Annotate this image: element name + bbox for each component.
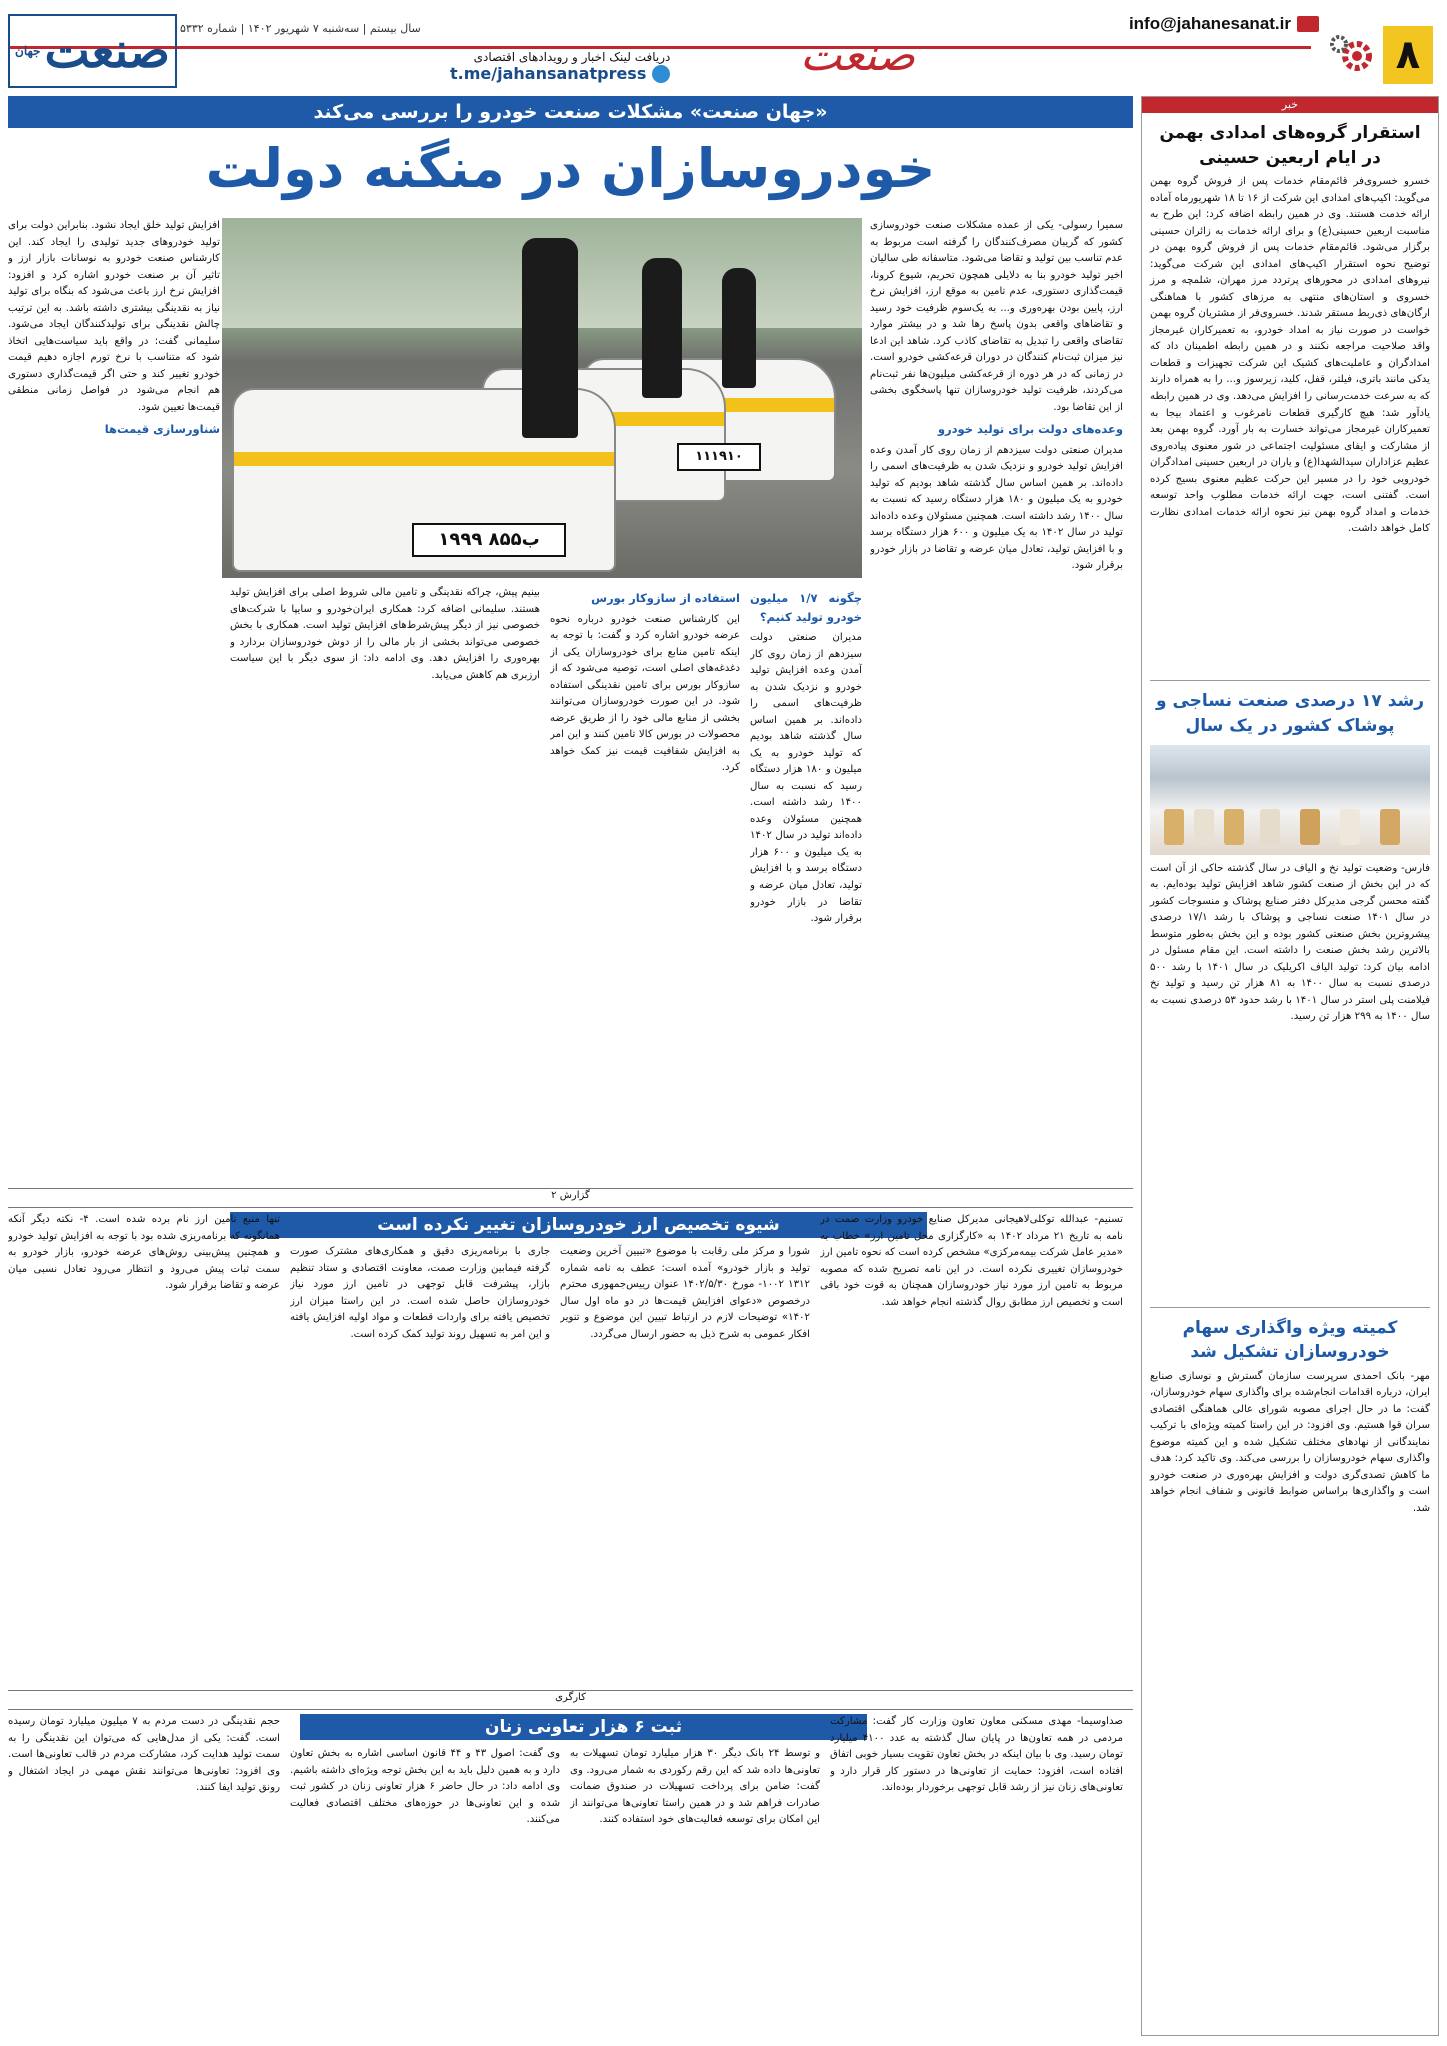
- report2-col-3: جاری با برنامه‌ریزی دقیق و همکاری‌های مشترک صورت گرفته فیمابین وزارت صمت، معاونت اقتصادی و ستاد تنظیم بازار، پیشرفت قابل توجهی در تامین ارز مورد نیاز خودروسازان حاصل شده است. در این راستا میزان ارز تخصیص یافته برای واردات قطعات و مواد اولیه افزایش یافته و این امر به تسهیل روند تولید کمک کرده است.: [290, 1246, 550, 1340]
- main-col-4: [230, 585, 540, 1153]
- main-col-2: [750, 585, 862, 1153]
- divider: [1150, 1307, 1430, 1308]
- main-kicker: «جهان صنعت» مشکلات صنعت خودرو را بررسی می‌کند: [8, 96, 1133, 128]
- section-logo: صنعت: [800, 30, 916, 81]
- report2-col-1: تسنیم- عبدالله توکلی‌لاهیجانی مدیرکل صنایع خودرو وزارت صمت در نامه به تاریخ ۲۱ مرداد ۱۴۰۲ به «کارگزاری محل تامین ارز» خطاب به «مدیر عامل شرکت بیمه‌مرکزی» مشخص کرده است که نحوه تامین ارز خودروسازان تغییری نکرده است. در این نامه تصریح شده که مصوبه مربوط به تامین ارز مورد نیاز خودروسازان همچنان به قوت خود باقی است و تخصیص ارز مطابق روال گذشته انجام خواهد شد.: [820, 1214, 1123, 1308]
- col2-text: مدیران صنعتی دولت سیزدهم از زمان روی کار آمدن وعده افزایش تولید خودرو و نزدیک شدن به ظرفیت‌های اسمی را داده‌اند. بر همین اساس سال گذشته شاهد بودیم که تولید خودرو به یک میلیون و ۱۸۰ هزار دستگاه رسید که نسبت به سال ۱۴۰۰ رشد داشته است. همچنین مسئولان وعده داده‌اند تولید در سال ۱۴۰۲ به یک میلیون و ۶۰۰ هزار دستگاه برسد و با افزایش تولید، تعادل میان عرضه و تقاضا در بازار خودرو برقرار شود.: [870, 444, 1123, 572]
- main-col-3: [550, 585, 740, 1153]
- report2-col-4: تنها منبع تامین ارز نام برده شده است. ۴- نکته دیگر آنکه همانگونه که برنامه‌ریزی شده بود با توجه به افزایش تولید خودرو و همچنین پیش‌بینی روش‌های عرضه خودرو، بازار خودرو به سمت ثبات پیش می‌رود و انتظار می‌رود تعادل نسبی میان عرضه و تقاضا برقرار شود.: [8, 1214, 280, 1292]
- report3-col-2: و توسط ۲۴ بانک دیگر ۳۰ هزار میلیارد تومان تسهیلات به تعاونی‌ها داده شد که این رقم رکوردی به شمار می‌رود. وی گفت: ضامن برای پرداخت تسهیلات در صندوق ضمانت صادرات فراهم شد و در همین راستا تعاونی‌ها می‌توانند از این امکان برای توسعه فعالیت‌های خود استفاده کنند.: [570, 1748, 820, 1826]
- contact-email[interactable]: [1129, 14, 1319, 34]
- masthead-logo: [8, 14, 177, 88]
- email-address: info@jahanesanat.ir: [1128, 14, 1291, 33]
- col2-heading2: چگونه ۱/۷ میلیون خودرو تولید کنیم؟: [750, 591, 862, 624]
- page-header: [0, 0, 1447, 90]
- header-rule: [8, 46, 1311, 49]
- band-label: گزارش ۲: [543, 1190, 598, 1201]
- col4-text: بینیم پیش، چراکه نقدینگی و تامین مالی شروط اصلی برای افزایش تولید هستند. سلیمانی اضافه کرد: همکاری ایران‌خودرو و سایپا با شرکت‌های خصوصی نیز از دیگر پیش‌شرط‌های افزایش تولید است. همکاری با بخش خصوصی می‌تواند بخشی از بار مالی را از دوش خودروسازان بردارد و بهره‌وری را افزایش دهد. وی ادامه داد: از سوی دیگر با این سیاست ارزبری هم کاهش می‌یابد.: [230, 587, 540, 681]
- telegram-icon: [652, 65, 670, 83]
- telegram-link[interactable]: [450, 64, 670, 83]
- col3-text: این کارشناس صنعت خودرو درباره نحوه عرضه خودرو اشاره کرد و گفت: با توجه به اینکه تامین منابع برای خودروسازان یکی از دغدغه‌های اصلی است، توصیه می‌شود که از سازوکار بورس برای تامین نقدینگی استفاده شود. در این صورت خودروسازان می‌توانند بخشی از منابع مالی خود را از طریق عرضه محصولات در بورس کالا تامین کنند و این امر به افزایش شفافیت قیمت نیز کمک خواهد کرد.: [550, 613, 740, 774]
- story3-body: مهر- بانک احمدی سرپرست سازمان گسترش و نوسازی صنایع ایران، درباره اقدامات انجام‌شده برای واگذاری سهام خودروسازان، گفت: ما در حال اجرای مصوبه شورای عالی هماهنگی اقتصادی سران قوا هستیم. وی افزود: در این راستا کمیته ویژه‌ای با ترکیب نمایندگانی از نهادهای مختلف تشکیل شده و این کمیته موضوع واگذاری سهام خودروسازان را بررسی می‌کند. وی تاکید کرد: هدف ما کاهش تصدی‌گری دولت و افزایش بهره‌وری در صنعت خودرو است و واگذاری‌ها براساس ضوابط قانونی و شفاف انجام خواهد شد.: [1150, 1370, 1430, 1514]
- report2-title: شیوه تخصیص ارز خودروسازان تغییر نکرده است: [230, 1212, 927, 1238]
- story1-title: استقرار گروه‌های امدادی بهمن در ایام اربعین حسینی: [1159, 123, 1421, 168]
- col5-heading: شناورسازی قیمت‌ها: [104, 422, 220, 437]
- telegram-promo: [450, 50, 670, 83]
- license-plate: ۱۹ب۸۵۵ ۹۹: [412, 523, 566, 557]
- col5-text: افزایش تولید خلق ایجاد نشود. بنابراین دولت برای تولید خودروهای جدید تولیدی را ایجاد کند. این کارشناس صنعت خودرو به نوسانات بازار ارز و تاثیر آن بر صنعت خودرو اشاره کرد و افزود: افزایش نرخ ارز باعث می‌شود که بنگاه برای تولید نیاز به نقدینگی بیشتری داشته باشد. به این ترتیب چالش نقدینگی برای تولیدکنندگان ایجاد می‌شود. سلیمانی گفت: در واقع باید سیاست‌هایی اتخاذ شود که متناسب با نرخ تورم اجازه دهیم قیمت خودرو تغییر کند و حتی اگر قیمت‌گذاری دستوری هم انجام می‌شود در فواصل زمانی منطقی قیمت‌ها تعیین شود.: [8, 220, 220, 413]
- masthead-sub: جهان: [15, 44, 41, 58]
- story1-body: خسرو خسروی‌فر قائم‌مقام خدمات پس از فروش گروه بهمن می‌گوید: اکیپ‌های امدادی این شرکت از ۱۶ تا ۱۸ شهریورماه آماده ارائه خدمت هستند. وی در همین رابطه اضافه کرد: این طرح به مناسبت اربعین حسینی(ع) و برای ارائه خدمات به زائران حسینی برگزار می‌شود. قائم‌مقام خدمات پس از فروش گروه بهمن در توضیح نحوه استقرار اکیپ‌های امدادی این شرکت می‌گوید: نیروهای امدادی در محورهای پرتردد مرز مهران، شلمچه و مرز خسروی و استان‌های منتهی به مرزهای کشور با هماهنگی ارگان‌های ذی‌ربط مستقر شدند. خسروی‌فر از مشتریان گروه بهمن خواست در صورت نیاز به امداد خودرو، به تعمیرکاران غیرمجاز واقد صلاحیت مراجعه نکنند و در همین رابطه اطمینان داد که امدادگران و عاملیت‌های کشیک این شرکت تجهیزات و قطعات یدکی مانند باتری، فیلتر، قفل، کلید، زیرسوز و... را به همراه دارند که به سرعت خدمت‌رسانی را افزایش می‌دهد. وی در همین رابطه یادآور شد: هیچ کارگیری قطعات نامرغوب و اعتماد بیجا به تعمیرکاران غیرمجاز می‌تواند خسارت به بار آورد. گروه بهمن بعد از مشارکت و ایفای مسئولیت اجتماعی در شور معنوی پیاده‌روی عظیم عزاداران سیدالشهدا(ع) و یاران در اربعین حسینی امدادگران خودرویی خود را در مسیر این حرکت عظیم معنوی بسیج کرده است. گفتنی است، جهت ارائه خدمات مطلوب واحد توسعه خدمات و امداد گروه بهمن نیز نحوه ارائه خدمات امدادی نظارت کامل خواهد داشت.: [1150, 176, 1430, 535]
- section-band: [8, 1188, 1133, 1208]
- right-column: [1141, 96, 1439, 2036]
- main-col-1: [870, 218, 1123, 1153]
- section-band: [8, 1690, 1133, 1710]
- person-shape: [522, 238, 578, 438]
- divider: [1150, 680, 1430, 681]
- main-col-5: [8, 218, 220, 1153]
- gear-icon: [1327, 30, 1375, 78]
- person-shape: [642, 258, 682, 398]
- story3-title: کمیته ویژه واگذاری سهام خودروسازان تشکیل شد: [1182, 1317, 1398, 1363]
- license-plate: ۱۱۱۹۱۰: [677, 443, 761, 471]
- report2-col-2: شورا و مرکز ملی رقابت با موضوع «تبیین آخرین وضعیت تولید و بازار خودرو» آمده است: عطف به نامه شماره ۱۳۱۲ ۱۰۰۲- مورخ ۱۴۰۲/۵/۳۰ عنوان رییس‌جمهوری محترم درخصوص «دعوای افزایش قیمت‌ها در دو ماه اول سال ۱۴۰۲» توضیحات لازم در ارتباط تبیین این موضوع و تنویر افکار عمومی به شرح ذیل به حضور ارسال می‌گردد.: [560, 1246, 810, 1340]
- person-shape: [722, 268, 756, 388]
- report3-col-1: صداوسیما- مهدی مسکنی معاون تعاون وزارت کار گفت: مشارکت مردمی در همه تعاون‌ها در پایان سال گذشته به عدد ۴۱۰۰ میلیارد تومان رسید. وی با بیان اینکه در بخش تعاون تقویت بسیار خوبی اتفاق افتاده است، افزود: حمایت از تعاونی‌ها در دستور کار قرار دارد و تعاونی‌های زنان نیز از رشد قابل توجهی برخوردار بوده‌اند.: [830, 1716, 1123, 1794]
- masthead-text: صنعت: [44, 23, 170, 79]
- report3-title: ثبت ۶ هزار تعاونی زنان: [300, 1714, 867, 1740]
- story2-body: فارس- وضعیت تولید نخ و الیاف در سال گذشته حاکی از آن است که در این بخش از صنعت کشور شاهد افزایش تولید بوده‌ایم. به گفته محسن گرجی مدیرکل دفتر صنایع پوشاک و منسوجات کشور در سال ۱۴۰۱ صنعت نساجی و پوشاک با رشد ۱۷/۱ درصدی پیشروترین بخش صنعتی کشور بوده و این بخش به‌طور متوسط بالاترین رشد بخش صنعت را داشته است. این مقام مسئول در ادامه بیان کرد: تولید الیاف اکریلیک در سال ۱۴۰۱ با رشد ۵۰۰ درصدی نسبت به سال ۱۴۰۰ به ۸۱ هزار تن رسید و تولید نخ فیلامنت پلی استر در سال ۱۴۰۱ با رشد حدود ۵۳ درصدی نسبت به سال ۱۴۰۰ به ۲۹۹ هزار تن رسید.: [1150, 862, 1430, 1023]
- col3-heading: استفاده از سازوکار بورس: [591, 591, 740, 605]
- report3-col-3: وی گفت: اصول ۴۳ و ۴۴ قانون اساسی اشاره به بخش تعاون دارد و به همین دلیل باید به این بخش توجه ویژه‌ای داشته باشیم. وی ادامه داد: در حال حاضر ۶ هزار تعاونی زنان در کشور ثبت شده و این تعاونی‌ها در حوزه‌های مختلف اقتصادی فعالیت می‌کنند.: [290, 1748, 560, 1826]
- col2-heading: وعده‌های دولت برای تولید خودرو: [937, 422, 1123, 437]
- cars-photo: [222, 218, 862, 578]
- report3-col-4: حجم نقدینگی در دست مردم به ۷ میلیون میلیارد تومان رسیده است. گفت: یکی از مدل‌هایی که می‌توان این نقدینگی را به سمت تولید هدایت کرد، مشارکت مردم در قالب تعاونی‌ها است. وی افزود: تعاونی‌ها می‌توانند نقش مهمی در ایجاد اشتغال و رونق تولید ایفا کنند.: [8, 1716, 280, 1794]
- issue-info: سال بیستم | سه‌شنبه ۷ شهریور ۱۴۰۲ | شماره ۵۳۳۲: [180, 22, 421, 35]
- band-label: کارگری: [547, 1692, 594, 1703]
- story2-title: رشد ۱۷ درصدی صنعت نساجی و پوشاک کشور در یک سال: [1155, 691, 1425, 736]
- main-title: خودروسازان در منگنه دولت: [205, 137, 936, 200]
- col2-text-cont: مدیران صنعتی دولت سیزدهم از زمان روی کار آمدن وعده افزایش تولید خودرو و نزدیک شدن به ظرفیت‌های اسمی را داده‌اند. بر همین اساس سال گذشته شاهد بودیم که تولید خودرو به یک میلیون و ۱۸۰ هزار دستگاه رسید که نسبت به سال ۱۴۰۰ رشد داشته است. همچنین مسئولان وعده داده‌اند تولید در سال ۱۴۰۲ به یک میلیون و ۶۰۰ هزار دستگاه برسد و با افزایش تولید، تعادل میان عرضه و تقاضا در بازار خودرو برقرار شود.: [750, 632, 862, 925]
- textile-factory-image: [1150, 745, 1430, 855]
- page-number: ۸: [1383, 26, 1433, 84]
- telegram-text: دریافت لینک اخبار و رویدادهای اقتصادی: [473, 50, 671, 64]
- col1-text: سمیرا رسولی- یکی از عمده مشکلات صنعت خودروسازی کشور که گریبان مصرف‌کنندگان را گرفته است مربوط به عدم تناسب بین تولید و تقاضا می‌شود. متاسفانه طی سالیان اخیر تولید خودرو بنا به دلایلی همچون تحریم، شیوع کرونا، قیمت‌گذاری دستوری، عدم تامین به موقع ارز، افزایش نرخ ارز، پایین بودن بهره‌وری و... به یک‌سوم ظرفیت خود رسید و تقاضاهای واقعی بدون پاسخ رها شد و در بیشتر موارد تقاضای واقعی را تبدیل به تقاضای کاذب کرد. شاهد این ادعا نیز میزان ثبت‌نام کنندگان در دوران قرعه‌کشی خودرو است. در زمانی که در هر دوره از قرعه‌کشی میلیون‌ها نفر ثبت‌نام می‌کردند، ظرفیت تولید خودروسازان تنها پاسخگوی بخشی از این تقاضا بود.: [870, 220, 1123, 413]
- envelope-icon: [1297, 16, 1319, 32]
- news-tag: خبر: [1142, 97, 1438, 113]
- telegram-url: t.me/jahansanatpress: [450, 64, 647, 83]
